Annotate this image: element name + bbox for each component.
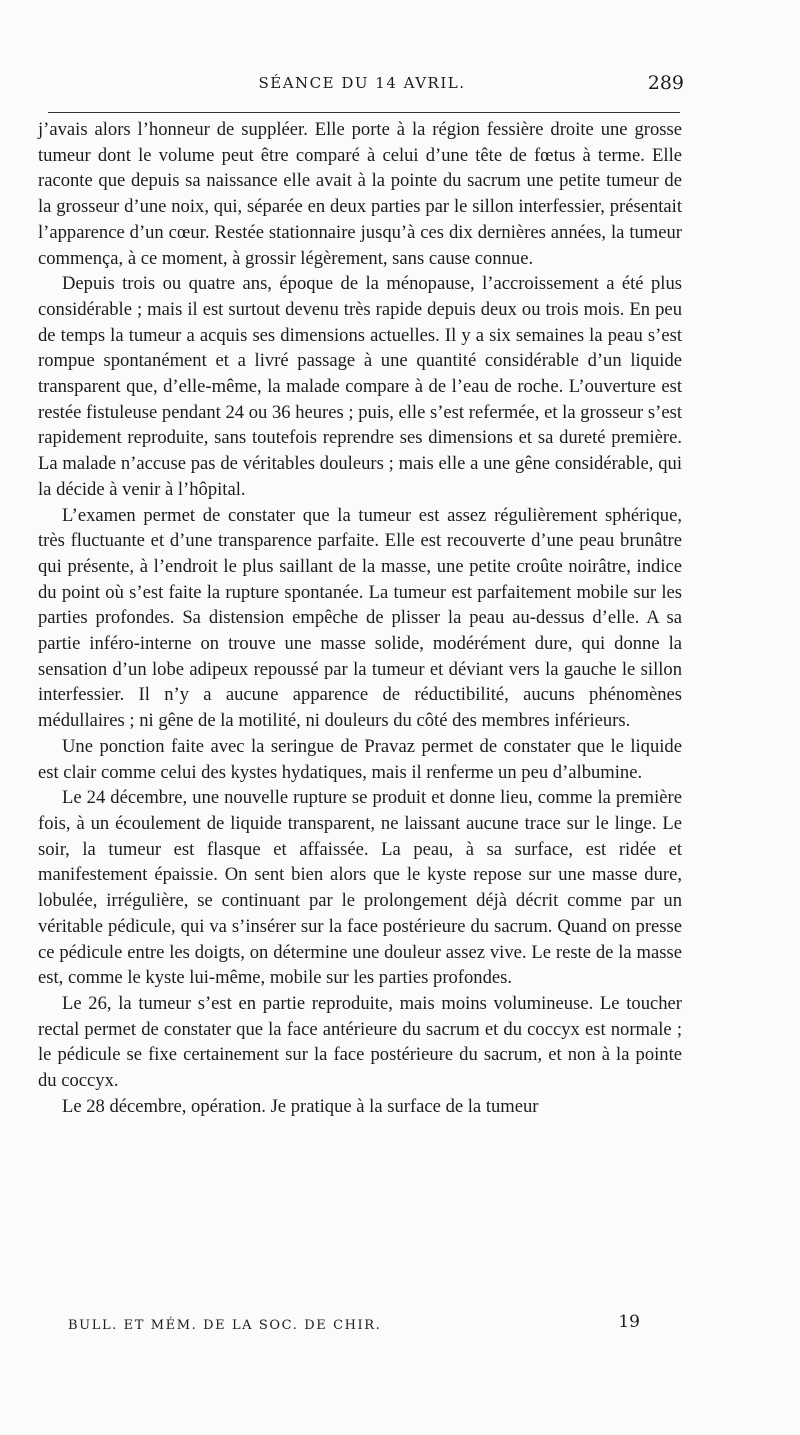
page-footer — [68, 1310, 640, 1334]
running-title: SÉANCE DU 14 AVRIL. — [258, 74, 466, 92]
paragraph-2: Depuis trois ou quatre ans, époque de la ménopause, l’accroissement a été plus considérable ; mais il est surtout devenu très rapide depuis deux ou trois mois. En peu de temps la tumeur a acquis ses dimensions actuelles. Il y a six semaines la peau s’est rompue spontanément et a livré passage à une quantité considérable d’un liquide transparent que, d’elle-même, la malade compare à de l’eau de roche. L’ouverture est restée fistuleuse pendant 24 ou 36 heures ; puis, elle s’est refermée, et la grosseur s’est rapidement reproduite, sans toutefois reprendre ses dimensions et sa dureté première. La malade n’accuse pas de véritables douleurs ; mais elle a une gêne considérable, qui la décide à venir à l’hôpital. — [38, 273, 682, 500]
header-rule — [48, 112, 680, 113]
journal-title: BULL. ET MÉM. DE LA SOC. DE CHIR. — [68, 1318, 382, 1333]
page-header — [40, 74, 684, 100]
paragraph-3: L’examen permet de constater que la tumeur est assez régulièrement sphérique, très fluctuante et d’une transparence parfaite. Elle est recouverte d’une peau brunâtre qui présente, à l’endroit le plus saillant de la masse, une petite croûte noirâtre, indice du point où s’est faite la rupture spontanée. La tumeur est parfaitement mobile sur les parties profondes. Sa distension empêche de plisser la peau au-dessus d’elle. A sa partie inféro-interne on trouve une masse solide, modérément dure, qui donne la sensation d’un lobe adipeux repoussé par la tumeur et déviant vers la gauche le sillon interfessier. Il n’y a aucune apparence de réductibilité, aucuns phénomènes médullaires ; ni gêne de la motilité, ni douleurs du côté des membres inférieurs. — [38, 504, 682, 732]
paragraph-6: Le 26, la tumeur s’est en partie reproduite, mais moins volumineuse. Le toucher rectal permet de constater que la face antérieure du sacrum et du coccyx est normale ; le pédicule se fixe certainement sur la face postérieure du sacrum, et non à la pointe du coccyx. — [38, 992, 682, 1092]
body-text — [38, 117, 682, 1119]
paragraph-5: Le 24 décembre, une nouvelle rupture se produit et donne lieu, comme la première fois, à un écoulement de liquide transparent, ne laissant aucune trace sur le linge. Le soir, la tumeur est flasque et affaissée. La peau, à sa surface, est ridée et manifestement épaissie. On sent bien alors que le kyste repose sur une masse dure, lobulée, irrégulière, se continuant par le prolongement déjà décrit comme par un véritable pédicule, qui va s’insérer sur la face postérieure du sacrum. Quand on presse ce pédicule entre les doigts, on détermine une douleur assez vive. Le reste de la masse est, comme le kyste lui-même, mobile sur les parties profondes. — [38, 787, 682, 989]
paragraph-4: Une ponction faite avec la seringue de Pravaz permet de constater que le liquide est clair comme celui des kystes hydatiques, mais il renferme un peu d’albumine. — [38, 735, 682, 783]
signature-mark: 19 — [618, 1312, 640, 1332]
page-number: 289 — [647, 72, 684, 94]
paragraph-7: Le 28 décembre, opération. Je pratique à la surface de la tumeur — [62, 1095, 539, 1117]
paragraph-1: j’avais alors l’honneur de suppléer. Elle porte à la région fessière droite une grosse tumeur dont le volume peut être comparé à celui d’une tête de fœtus à terme. Elle raconte que depuis sa naissance elle avait à la pointe du sacrum une petite tumeur de la grosseur d’une noix, qui, séparée en deux parties par le sillon interfessier, présentait l’apparence d’un cœur. Restée stationnaire jusqu’à ces dix dernières années, la tumeur commença, à ce moment, à grossir légèrement, sans cause connue. — [38, 119, 682, 269]
